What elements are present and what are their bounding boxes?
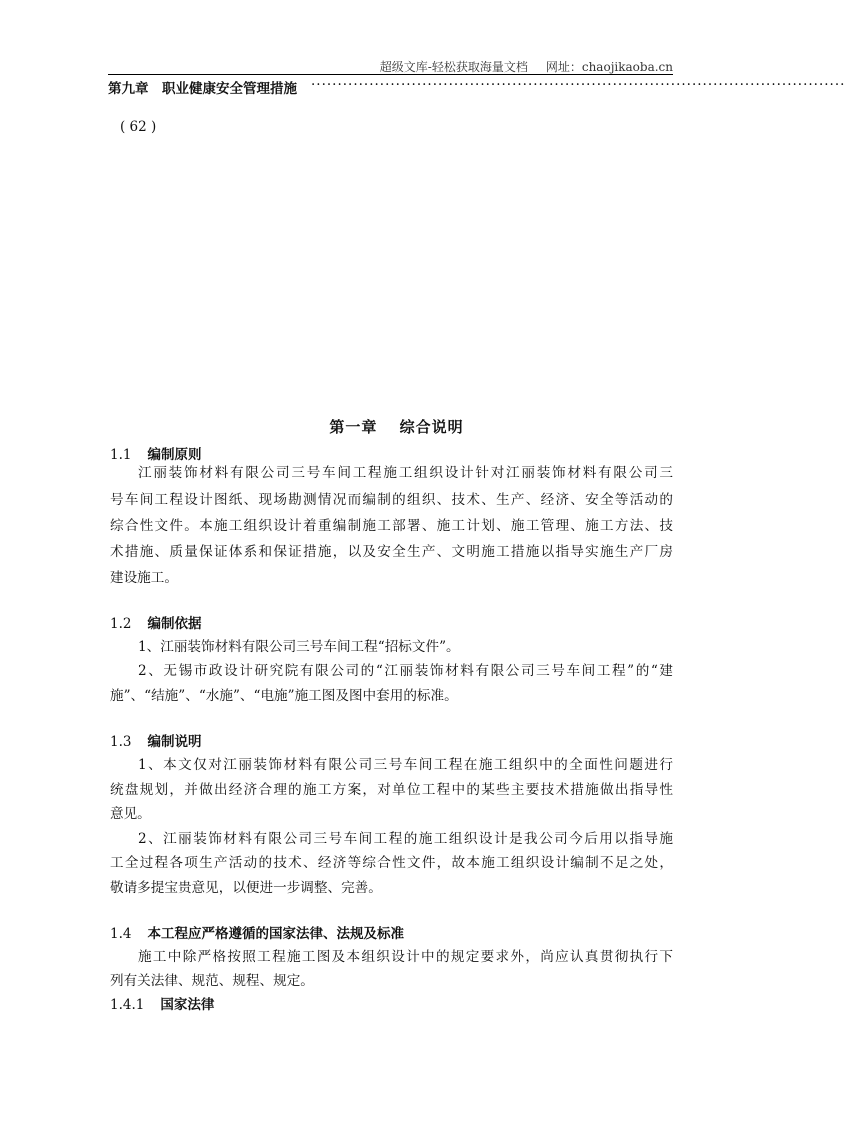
page-header — [380, 58, 673, 75]
paragraph-line: 工全过程各项生产活动的技术、经济等综合性文件，故本施工组织设计编制不足之处， — [110, 855, 673, 871]
subsection-heading — [110, 993, 214, 1013]
toc-entry[interactable] — [108, 77, 845, 97]
paragraph-line: 2、江丽装饰材料有限公司三号车间工程的施工组织设计是我公司今后用以指导施 — [138, 831, 673, 847]
header-rule — [108, 74, 673, 75]
paragraph-line: 江丽装饰材料有限公司三号车间工程施工组织设计针对江丽装饰材料有限公司三 — [138, 465, 673, 481]
paragraph-line: 建设施工。 — [110, 570, 178, 586]
section-number: 1.2 — [110, 616, 132, 632]
paragraph-line: 2、无锡市政设计研究院有限公司的“江丽装饰材料有限公司三号车间工程”的“建 — [138, 663, 673, 679]
paragraph-line: 术措施、质量保证体系和保证措施，以及安全生产、文明施工措施以指导实施生产厂房 — [110, 544, 673, 560]
header-url: 网址：chaojikaoba.cn — [545, 60, 673, 74]
toc-leader-dots: ····································································································· — [311, 77, 845, 93]
paragraph-line: 施”、“结施”、“水施”、“电施”施工图及图中套用的标准。 — [110, 688, 458, 704]
paragraph-line: 号车间工程设计图纸、现场勘测情况而编制的组织、技术、生产、经济、安全等活动的 — [110, 492, 673, 508]
paragraph-line: 施工中除严格按照工程施工图及本组织设计中的规定要求外，尚应认真贯彻执行下 — [138, 949, 673, 965]
paragraph-line: 意见。 — [110, 806, 151, 822]
section-title: 编制说明 — [147, 734, 202, 750]
section-number: 1.4 — [110, 926, 132, 942]
section-heading — [110, 730, 201, 750]
section-heading — [110, 612, 201, 632]
section-number: 1.4.1 — [110, 997, 145, 1013]
paragraph-line: 综合性文件。本施工组织设计着重编制施工部署、施工计划、施工管理、施工方法、技 — [110, 518, 673, 534]
section-title: 国家法律 — [160, 997, 215, 1013]
toc-page-number: ( 62 ) — [120, 119, 157, 135]
section-number: 1.3 — [110, 734, 132, 750]
section-heading — [110, 443, 201, 463]
paragraph-line: 列有关法律、规范、规程、规定。 — [110, 973, 314, 989]
paragraph-line: 敬请多提宝贵意见，以便进一步调整、完善。 — [110, 880, 382, 896]
section-title: 本工程应严格遵循的国家法律、法规及标准 — [147, 926, 404, 942]
section-number: 1.1 — [110, 447, 132, 463]
paragraph-line: 统盘规划，并做出经济合理的施工方案，对单位工程中的某些主要技术措施做出指导性 — [110, 782, 673, 798]
paragraph-line: 1、本文仅对江丽装饰材料有限公司三号车间工程在施工组织中的全面性问题进行 — [138, 757, 673, 773]
section-title: 编制原则 — [147, 447, 202, 463]
header-site: 超级文库-轻松获取海量文档 — [379, 60, 528, 74]
toc-entry-title: 第九章 职业健康安全管理措施 — [108, 81, 297, 97]
section-title: 编制依据 — [147, 616, 202, 632]
paragraph-line: 1、江丽装饰材料有限公司三号车间工程“招标文件”。 — [138, 639, 460, 655]
chapter-title: 第一章 综合说明 — [329, 418, 464, 436]
section-heading — [110, 922, 404, 942]
